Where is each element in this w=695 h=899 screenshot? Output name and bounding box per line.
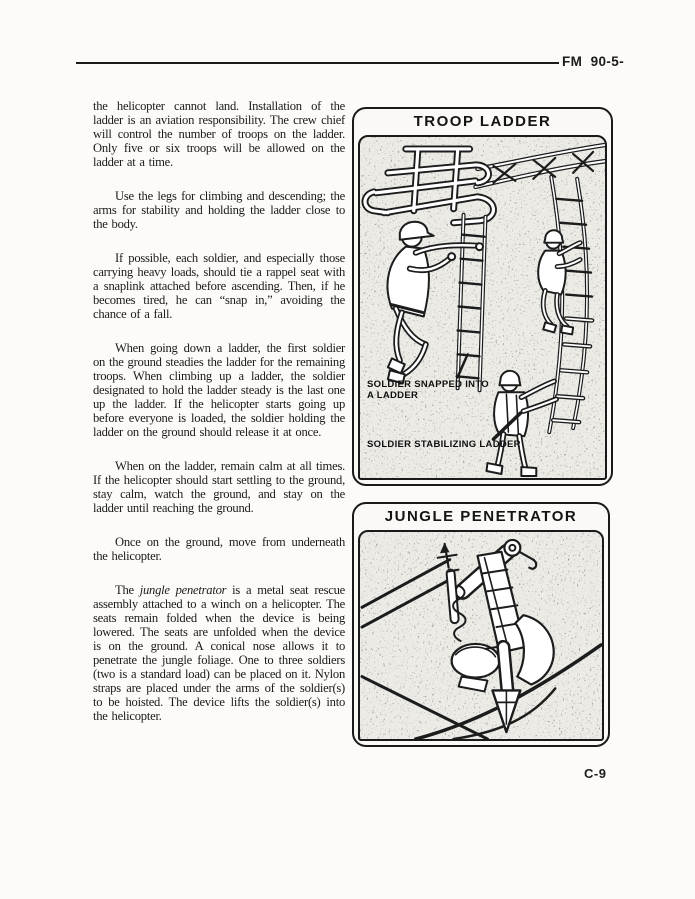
figure-title-troop-ladder: TROOP LADDER [413,113,552,130]
jungle-penetrator-drawing [360,532,602,739]
italic-term-jungle-penetrator: jungle penetrator [139,583,227,597]
paragraph-2: Use the legs for climbing and descending; the arms for stability and holding the ladder close to the body. [93,189,345,231]
document-id: FM 90-5- [562,54,625,69]
figure-art-troop-ladder [358,135,607,480]
figure-troop-ladder [352,107,613,486]
paragraph-7-prefix: The [115,583,140,597]
paragraph-6: Once on the ground, move from underneath the helicopter. [93,535,345,563]
figure-art-jungle-penetrator [358,530,604,741]
paragraph-7 [93,583,345,723]
figure-jungle-penetrator [352,502,610,747]
header-rule [76,62,559,64]
paragraph-5: When on the ladder, remain calm at all times. If the helicopter should start settling to the ground, stay calm, watch the ground, and stay on the ladder until reaching the ground. [93,459,345,515]
caption-soldier-stabilizing: SOLDIER STABILIZING LADDER [367,439,521,450]
figure-title-jungle-penetrator: JUNGLE PENETRATOR [384,508,578,525]
page-number: C-9 [584,766,607,781]
caption-soldier-snapped: SOLDIER SNAPPED INTO A LADDER [367,379,489,401]
paragraph-4: When going down a ladder, the first soldier on the ground steadies the ladder for the remaining troops. When climbing up a ladder, the soldier designated to hold the ladder steady is the last one up the ladder. If the helicopter starts going up before everyone is loaded, the soldier holding the ladder on the ground should release it at once. [93,341,345,439]
body-text-column [93,99,345,743]
troop-ladder-drawing [360,137,605,478]
paragraph-3: If possible, each soldier, and especially those carrying heavy loads, should tie a rappel seat with a snaplink attached before ascending. Then, if he becomes tired, he can “snap in,” avoiding the chance of a fall. [93,251,345,321]
paragraph-7-rest: is a metal seat rescue assembly attached to a winch on a helicopter. The seats remain folded when the device is being lowered. The seats are unfolded when the device is on the ground. A conical nose allows it to penetrate the jungle foliage. One to three soldiers (two is a standard load) can be placed on it. Nylon straps are placed under the arms of the soldier(s) to be hoisted. The device lifts the soldier(s) into the helicopter. [93,583,345,723]
paragraph-1: the helicopter cannot land. Installation of the ladder is an aviation responsibility. The crew chief will control the number of troops on the ladder. Only five or six troops will be allowed on the ladder at a time. [93,99,345,169]
